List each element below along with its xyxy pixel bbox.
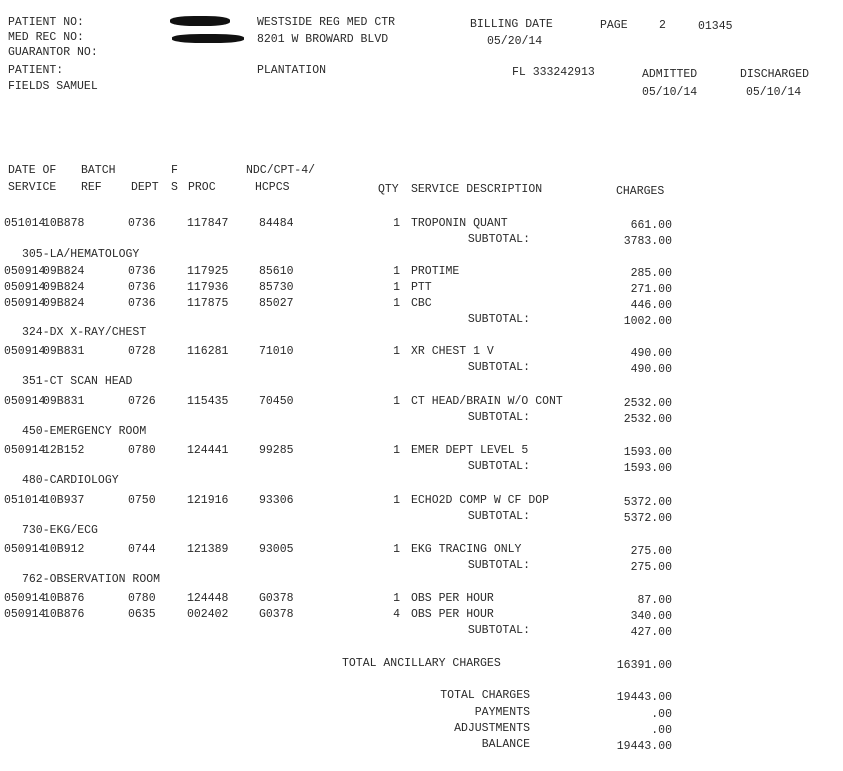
line-dept: 0780 bbox=[128, 592, 156, 605]
col-fs-2: S bbox=[171, 181, 178, 194]
line-qty: 1 bbox=[393, 265, 400, 278]
line-service-description: PROTIME bbox=[411, 265, 460, 278]
patient-name: FIELDS SAMUEL bbox=[8, 80, 98, 93]
col-fs-1: F bbox=[171, 164, 178, 177]
section-header: 324-DX X-RAY/CHEST bbox=[22, 326, 147, 339]
line-date: 050914 bbox=[4, 543, 46, 556]
line-charge: 1593.00 bbox=[623, 446, 672, 459]
line-qty: 1 bbox=[393, 217, 400, 230]
line-qty: 1 bbox=[393, 494, 400, 507]
balance-value: 19443.00 bbox=[616, 740, 672, 753]
line-code: 84484 bbox=[259, 217, 294, 230]
subtotal-label: SUBTOTAL: bbox=[467, 313, 530, 326]
subtotal-value: 3783.00 bbox=[623, 235, 672, 248]
line-proc: 124441 bbox=[187, 444, 229, 457]
section-header: 351-CT SCAN HEAD bbox=[22, 375, 133, 388]
line-charge: 275.00 bbox=[630, 545, 672, 558]
line-dept: 0736 bbox=[128, 217, 156, 230]
adjustments-label: ADJUSTMENTS bbox=[454, 722, 530, 735]
section-header: 450-EMERGENCY ROOM bbox=[22, 425, 147, 438]
subtotal-value: 275.00 bbox=[630, 561, 672, 574]
col-ndc-2: HCPCS bbox=[255, 181, 290, 194]
subtotal-value: 1002.00 bbox=[623, 315, 672, 328]
line-code: 85730 bbox=[259, 281, 294, 294]
line-date: 050914 bbox=[4, 265, 46, 278]
line-dept: 0744 bbox=[128, 543, 156, 556]
col-batch-ref-2: REF bbox=[81, 181, 102, 194]
adjustments-value: .00 bbox=[651, 724, 672, 737]
line-batch-ref: 09B824 bbox=[43, 265, 85, 278]
line-dept: 0750 bbox=[128, 494, 156, 507]
line-batch-ref: 10B937 bbox=[43, 494, 85, 507]
col-proc: PROC bbox=[188, 181, 216, 194]
line-service-description: EKG TRACING ONLY bbox=[411, 543, 522, 556]
line-charge: 285.00 bbox=[630, 267, 672, 280]
line-charge: 340.00 bbox=[630, 610, 672, 623]
line-date: 050914 bbox=[4, 444, 46, 457]
med-rec-label: MED REC NO: bbox=[8, 31, 84, 44]
line-dept: 0736 bbox=[128, 281, 156, 294]
line-service-description: CT HEAD/BRAIN W/O CONT bbox=[411, 395, 563, 408]
line-qty: 1 bbox=[393, 345, 400, 358]
line-batch-ref: 10B876 bbox=[43, 608, 85, 621]
line-code: G0378 bbox=[259, 592, 294, 605]
discharged-label: DISCHARGED bbox=[740, 68, 810, 81]
line-code: 93306 bbox=[259, 494, 294, 507]
line-dept: 0780 bbox=[128, 444, 156, 457]
patient-label: PATIENT: bbox=[8, 64, 64, 77]
line-batch-ref: 09B831 bbox=[43, 395, 85, 408]
line-code: 85610 bbox=[259, 265, 294, 278]
line-code: 85027 bbox=[259, 297, 294, 310]
section-header: 730-EKG/ECG bbox=[22, 524, 98, 537]
balance-label: BALANCE bbox=[481, 738, 530, 751]
redaction-bar bbox=[170, 16, 230, 26]
col-service-description: SERVICE DESCRIPTION bbox=[411, 183, 543, 196]
line-proc: 121389 bbox=[187, 543, 229, 556]
line-charge: 2532.00 bbox=[623, 397, 672, 410]
line-charge: 87.00 bbox=[637, 594, 672, 607]
col-dept: DEPT bbox=[131, 181, 159, 194]
subtotal-value: 490.00 bbox=[630, 363, 672, 376]
billing-date-label: BILLING DATE bbox=[470, 18, 553, 31]
line-proc: 117847 bbox=[187, 217, 229, 230]
subtotal-value: 2532.00 bbox=[623, 413, 672, 426]
line-qty: 1 bbox=[393, 592, 400, 605]
billing-date: 05/20/14 bbox=[487, 35, 543, 48]
line-date: 050914 bbox=[4, 592, 46, 605]
subtotal-label: SUBTOTAL: bbox=[467, 559, 530, 572]
line-code: 93005 bbox=[259, 543, 294, 556]
subtotal-label: SUBTOTAL: bbox=[467, 361, 530, 374]
col-ndc-1: NDC/CPT-4/ bbox=[246, 164, 316, 177]
line-service-description: XR CHEST 1 V bbox=[411, 345, 494, 358]
page-code: 01345 bbox=[698, 20, 733, 33]
line-proc: 002402 bbox=[187, 608, 229, 621]
line-service-description: EMER DEPT LEVEL 5 bbox=[411, 444, 529, 457]
line-proc: 117936 bbox=[187, 281, 229, 294]
facility-city: PLANTATION bbox=[257, 64, 327, 77]
line-proc: 121916 bbox=[187, 494, 229, 507]
section-header: 305-LA/HEMATOLOGY bbox=[22, 248, 140, 261]
line-proc: 115435 bbox=[187, 395, 229, 408]
line-service-description: ECHO2D COMP W CF DOP bbox=[411, 494, 550, 507]
line-date: 050914 bbox=[4, 345, 46, 358]
col-date-of-service-1: DATE OF bbox=[8, 164, 57, 177]
line-code: G0378 bbox=[259, 608, 294, 621]
patient-no-label: PATIENT NO: bbox=[8, 16, 84, 29]
subtotal-value: 427.00 bbox=[630, 626, 672, 639]
line-batch-ref: 10B912 bbox=[43, 543, 85, 556]
total-ancillary-label: TOTAL ANCILLARY CHARGES bbox=[342, 657, 501, 670]
col-qty: QTY bbox=[378, 183, 399, 196]
line-charge: 5372.00 bbox=[623, 496, 672, 509]
line-date: 051014 bbox=[4, 494, 46, 507]
line-dept: 0736 bbox=[128, 297, 156, 310]
line-dept: 0726 bbox=[128, 395, 156, 408]
total-ancillary-value: 16391.00 bbox=[616, 659, 672, 672]
subtotal-value: 5372.00 bbox=[623, 512, 672, 525]
line-dept: 0736 bbox=[128, 265, 156, 278]
line-batch-ref: 10B878 bbox=[43, 217, 85, 230]
redaction-bar bbox=[172, 34, 244, 43]
payments-label: PAYMENTS bbox=[474, 706, 530, 719]
line-qty: 4 bbox=[393, 608, 400, 621]
line-date: 051014 bbox=[4, 217, 46, 230]
line-service-description: CBC bbox=[411, 297, 432, 310]
subtotal-value: 1593.00 bbox=[623, 462, 672, 475]
line-service-description: PTT bbox=[411, 281, 432, 294]
section-header: 480-CARDIOLOGY bbox=[22, 474, 119, 487]
line-service-description: OBS PER HOUR bbox=[411, 592, 494, 605]
line-charge: 490.00 bbox=[630, 347, 672, 360]
line-code: 70450 bbox=[259, 395, 294, 408]
page-label: PAGE bbox=[600, 19, 628, 32]
line-dept: 0635 bbox=[128, 608, 156, 621]
line-charge: 271.00 bbox=[630, 283, 672, 296]
line-proc: 116281 bbox=[187, 345, 229, 358]
line-batch-ref: 09B824 bbox=[43, 281, 85, 294]
line-batch-ref: 10B876 bbox=[43, 592, 85, 605]
line-date: 050914 bbox=[4, 608, 46, 621]
subtotal-label: SUBTOTAL: bbox=[467, 233, 530, 246]
col-batch-ref-1: BATCH bbox=[81, 164, 116, 177]
page-number: 2 bbox=[659, 19, 666, 32]
subtotal-label: SUBTOTAL: bbox=[467, 460, 530, 473]
line-date: 050914 bbox=[4, 281, 46, 294]
discharged-date: 05/10/14 bbox=[746, 86, 802, 99]
subtotal-label: SUBTOTAL: bbox=[467, 510, 530, 523]
payments-value: .00 bbox=[651, 708, 672, 721]
col-charges: CHARGES bbox=[616, 185, 665, 198]
line-proc: 124448 bbox=[187, 592, 229, 605]
line-proc: 117875 bbox=[187, 297, 229, 310]
guarantor-label: GUARANTOR NO: bbox=[8, 46, 98, 59]
subtotal-label: SUBTOTAL: bbox=[467, 411, 530, 424]
total-charges-label: TOTAL CHARGES bbox=[440, 689, 530, 702]
col-date-of-service-2: SERVICE bbox=[8, 181, 57, 194]
line-batch-ref: 12B152 bbox=[43, 444, 85, 457]
line-service-description: TROPONIN QUANT bbox=[411, 217, 508, 230]
line-date: 050914 bbox=[4, 297, 46, 310]
line-qty: 1 bbox=[393, 395, 400, 408]
facility-state-zip: FL 333242913 bbox=[512, 66, 595, 79]
line-code: 71010 bbox=[259, 345, 294, 358]
line-proc: 117925 bbox=[187, 265, 229, 278]
line-dept: 0728 bbox=[128, 345, 156, 358]
admitted-date: 05/10/14 bbox=[642, 86, 698, 99]
line-batch-ref: 09B831 bbox=[43, 345, 85, 358]
line-charge: 661.00 bbox=[630, 219, 672, 232]
line-qty: 1 bbox=[393, 281, 400, 294]
line-code: 99285 bbox=[259, 444, 294, 457]
line-charge: 446.00 bbox=[630, 299, 672, 312]
facility-name: WESTSIDE REG MED CTR bbox=[257, 16, 396, 29]
admitted-label: ADMITTED bbox=[642, 68, 698, 81]
line-batch-ref: 09B824 bbox=[43, 297, 85, 310]
line-service-description: OBS PER HOUR bbox=[411, 608, 494, 621]
facility-address: 8201 W BROWARD BLVD bbox=[257, 33, 389, 46]
total-charges-value: 19443.00 bbox=[616, 691, 672, 704]
line-qty: 1 bbox=[393, 297, 400, 310]
line-qty: 1 bbox=[393, 444, 400, 457]
subtotal-label: SUBTOTAL: bbox=[467, 624, 530, 637]
line-date: 050914 bbox=[4, 395, 46, 408]
line-qty: 1 bbox=[393, 543, 400, 556]
section-header: 762-OBSERVATION ROOM bbox=[22, 573, 161, 586]
